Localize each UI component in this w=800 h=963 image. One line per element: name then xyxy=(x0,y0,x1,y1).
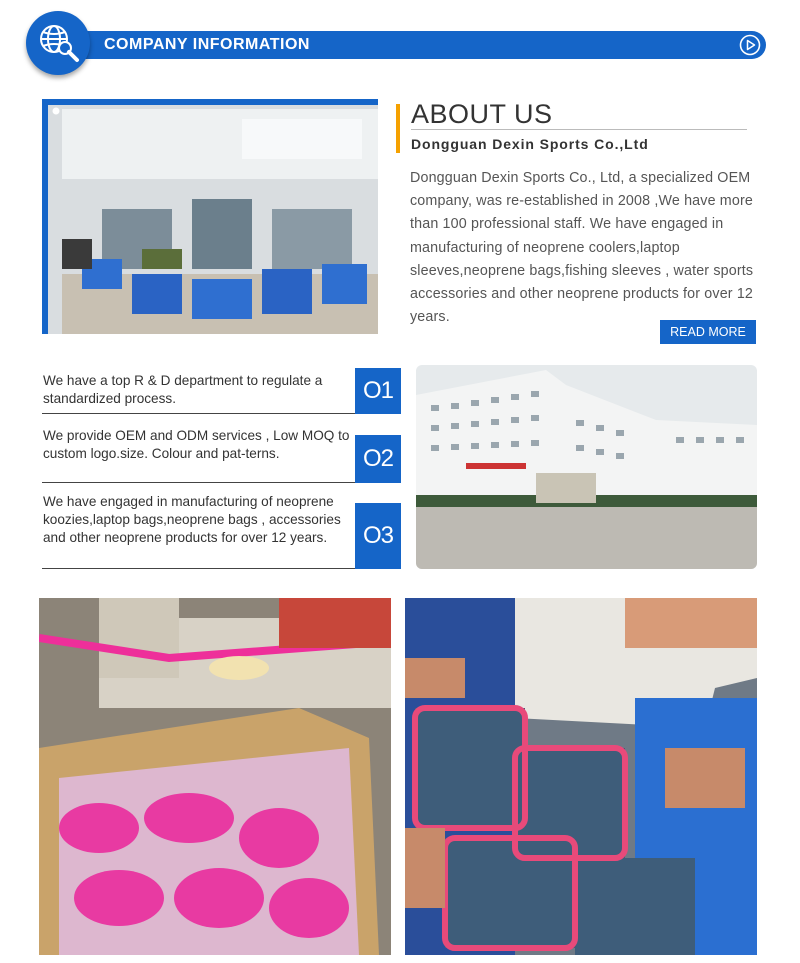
feature-text-1: We have a top R & D department to regulate a standardized process. xyxy=(43,373,323,406)
about-divider xyxy=(411,129,747,130)
about-description: Dongguan Dexin Sports Co., Ltd, a specialized OEM company, was re-established in 2008 ,We have more than 100 professional staff. We have engaged in manufacturing of neoprene coolers,laptop sleeves,neoprene bags,fishing sleeves , water sports accessories and other neoprene products for over 12 years. xyxy=(410,170,754,326)
feature-number-2: O2 xyxy=(355,435,401,483)
section-title: COMPANY INFORMATION xyxy=(104,36,310,53)
about-title: ABOUT US xyxy=(411,99,553,129)
neoprene-bags-photo xyxy=(405,598,757,955)
company-name: Dongguan Dexin Sports Co.,Ltd xyxy=(411,136,649,152)
play-circle-icon[interactable] xyxy=(739,34,761,56)
feature-number-1: O1 xyxy=(355,368,401,414)
globe-search-icon xyxy=(34,19,82,67)
feature-number-3: O3 xyxy=(355,503,401,569)
factory-building-photo xyxy=(416,365,757,569)
feature-text-2: We provide OEM and ODM services , Low MOQ to custom logo.size. Colour and pat-terns. xyxy=(43,428,350,461)
read-more-button[interactable]: READ MORE xyxy=(660,320,756,344)
factory-workshop-photo xyxy=(42,99,378,334)
sewing-production-photo xyxy=(39,598,391,955)
feature-divider-2 xyxy=(42,482,356,483)
feature-text-3: We have engaged in manufacturing of neoprene koozies,laptop bags,neoprene bags , accessories and other neoprene products for over 12 years. xyxy=(43,494,341,545)
about-accent-bar xyxy=(396,104,400,153)
feature-divider-1 xyxy=(42,413,356,414)
feature-divider-3 xyxy=(42,568,356,569)
